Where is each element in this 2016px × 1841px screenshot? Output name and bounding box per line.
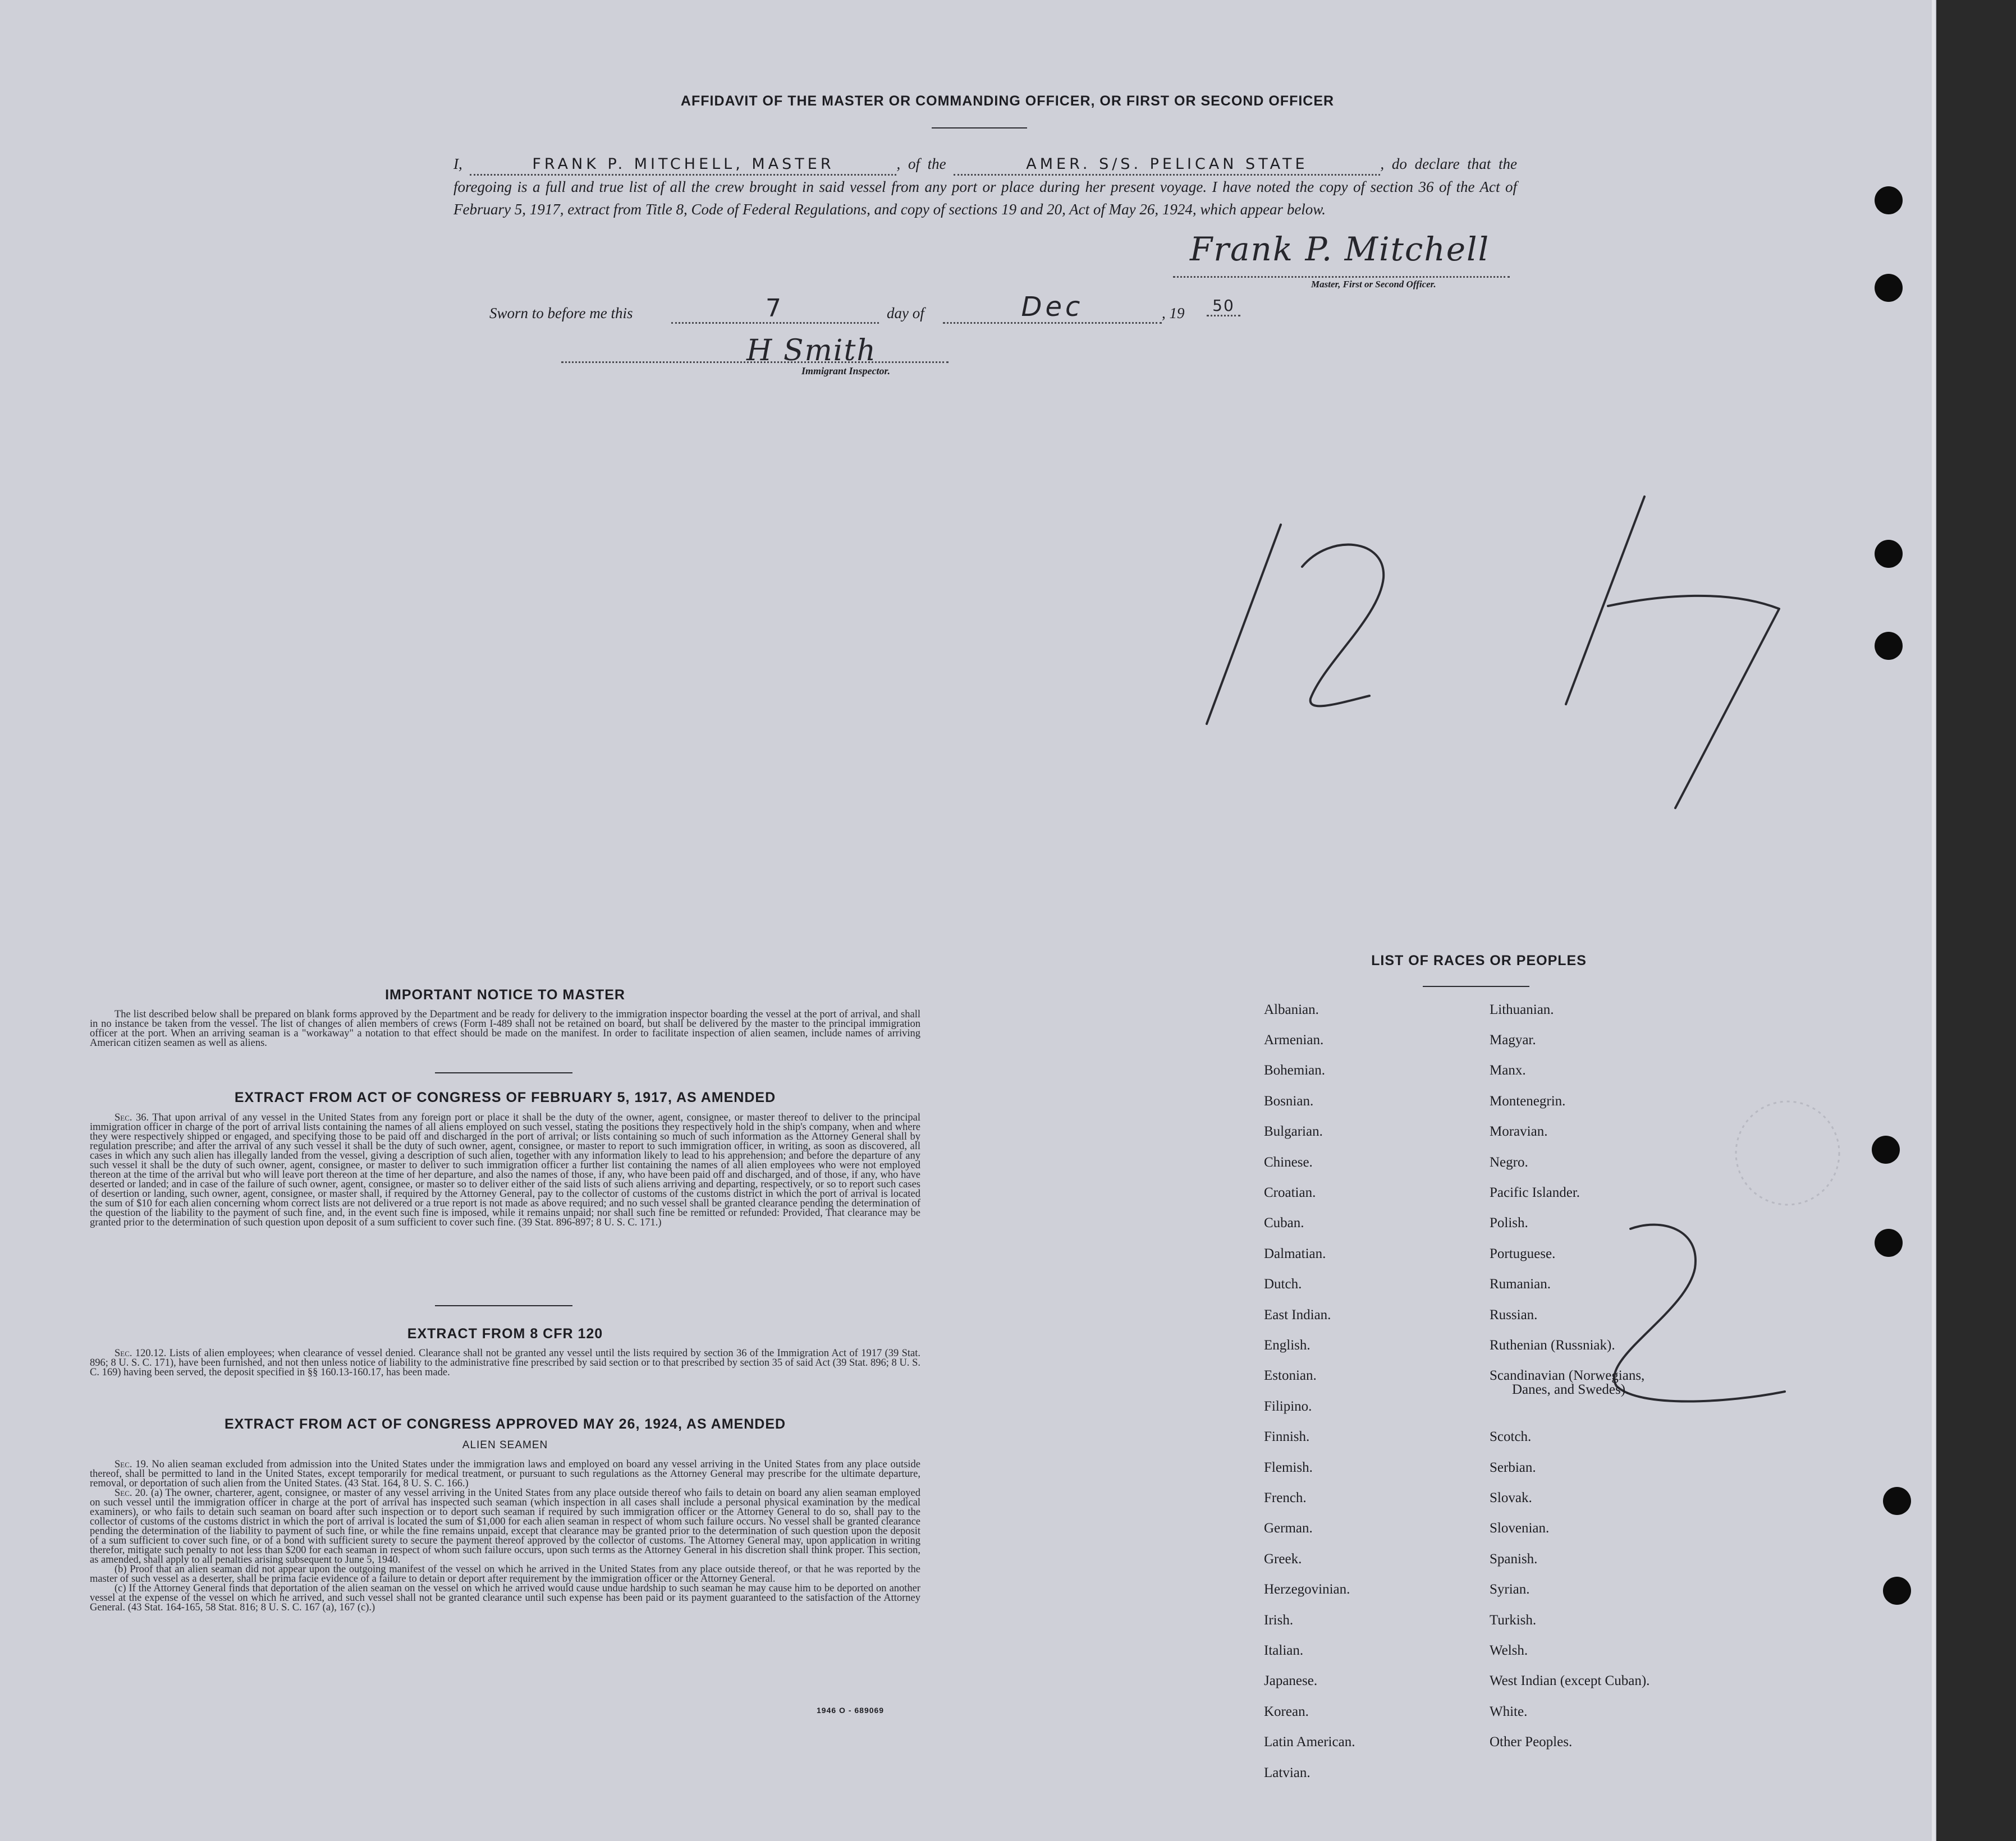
race-item: Estonian. [1264,1368,1317,1383]
race-item: East Indian. [1264,1307,1331,1323]
extract-cfr-title: EXTRACT FROM 8 CFR 120 [407,1326,603,1342]
race-item: Scandinavian (Norwegians, [1490,1368,1645,1383]
race-item: Herzegovinian. [1264,1582,1350,1597]
race-item: Bosnian. [1264,1094,1314,1109]
sec-20-label: Sec. 20. [114,1488,148,1499]
race-item: Japanese. [1264,1673,1318,1688]
punch-hole [1872,1136,1900,1164]
affidavit-title: AFFIDAVIT OF THE MASTER OR COMMANDING OFFICER, OR FIRST OR SECOND OFFICER [680,93,1335,109]
faint-stamp [1736,1101,1839,1205]
race-item: German. [1264,1521,1313,1536]
sworn-day-field: 7 [671,295,879,324]
date-mark [1207,497,1779,808]
declaration-declare: , do declare [1380,155,1460,172]
notice-title: IMPORTANT NOTICE TO MASTER [385,987,625,1003]
race-item: Slovenian. [1490,1521,1550,1536]
race-item: Lithuanian. [1490,1002,1554,1017]
race-item: Armenian. [1264,1032,1324,1048]
race-item: Syrian. [1490,1582,1530,1597]
race-item: Manx. [1490,1063,1526,1078]
notice-body: The list described below shall be prepared on blank forms approved by the Department and be ready for delivery to the immigration inspector boarding the vessel at the port of arrival, and shall in no instance be taken from the vessel. The list of changes of alien members of crews (Form I-489 shall not be retained on board, but shall be delivered by the master to the principal immigration officer at the port. When an arriving seaman is a "workaway" a notation to that effect should be made on the manifest. In order to facilitate inspection of alien seamen, include names of arriving American citizen seamen as well as aliens. [90,1009,920,1049]
extract-1917-section: Sec. 36. [114,1112,149,1123]
punch-hole [1883,1577,1911,1605]
race-item: Filipino. [1264,1399,1312,1414]
race-item: Pacific Islander. [1490,1185,1580,1200]
race-item: Italian. [1264,1643,1304,1658]
extract-1917-text: That upon arrival of any vessel in the United States from any foreign port or place it shall be the duty of the owner, agent, consignee, or master thereof to deliver to the principal immigration officer in charge of the port of arrival lists containing the names of all aliens employed on such vessel, stating the positions they respectively hold in the ship's company, when and where they were respectively shipped or engaged, and specifying those to be paid off and discharged in the port of arrival; or lists containing so much of such information as the Attorney General shall by regulation prescribe; and after the arrival of any such vessel it shall be the duty of such owner, agent, consignee, or master to report to such immigration officer, in writing, as soon as discovered, all cases in which any such alien has illegally landed from the vessel, giving a description of such alien, together with any information likely to lead to his apprehension; and before the departure of any such vessel it shall be the duty of such owner, agent, consignee, or master to deliver to such immigration officer a further list containing the names of all alien employees who were not employed thereon at the time of the arrival but who will leave port thereon at the time of her departure, and also the names of those, if any, who have been paid off and discharged, and of those, if any, who have deserted or landed; and in case of the failure of such owner, agent, consignee, or master so to deliver either of the said lists of such aliens arriving and departing, respectively, or so to report such cases of desertion or landing, such owner, agent, consignee, or master shall, if required by the Attorney General, pay to the collector of customs of the customs district in which the port of arrival is located the sum of $10 for each alien concerning whom correct lists are not delivered or a true report is not made as above required; and no such vessel shall be granted clearance pending the determination of the question of the liability to the payment of such fine, and, in the event such fine is imposed, while it remains unpaid; nor shall such fine be remitted or refunded: Provided, That clearance may be granted prior to the determination of such question upon deposit of a sum sufficient to cover such fine. (39 Stat. 896-897; 8 U. S. C. 171.) [90,1112,920,1228]
race-item: Chinese. [1264,1155,1313,1170]
sec-20a-text: (a) The owner, charterer, agent, consignee, or master of any vessel arriving in the United States from any place outside thereof who fails to detain on board any alien seaman employed on such vessel until the immigration officer in charge at the port of arrival has inspected such seaman (which inspection in all cases shall include a personal physical examination by the medical examiners), or who fails to detain such seaman on board after such inspection or to deport such seaman if required by such immigration officer or the Attorney General to do so, shall pay to the collector of customs of the customs district in which the port of arrival is located the sum of $1,000 for each alien seaman in respect of whom such failure occurs. No vessel shall be granted clearance pending the determination of the liability to payment of such fine, or while the fine remains unpaid, except that clearance may be granted prior to the determination of such question upon the deposit of a sum sufficient to cover such fine, or of a bond with sufficient surety to secure the payment thereof approved by the collector of customs. The Attorney General may, upon application in writing therefor, mitigate such penalty to not less than $200 for each seaman in respect of whom such failure occurs, upon such terms as the Attorney General in his discretion shall think proper. This section, as amended, shall apply to all penalties arising subsequent to June 5, 1940. [90,1488,921,1565]
race-item: Dalmatian. [1264,1246,1326,1261]
extract-1924-body [90,1460,920,1613]
sec-20c-paragraph: (c) If the Attorney General finds that deportation of the alien seaman on the vessel on which he arrived would cause undue hardship to such seaman he may cause him to be deported on another vessel at the expense of the vessel on which he arrived, and such vessel shall not be granted clearance until such expense has been paid or its payment guaranteed to the satisfaction of the Attorney General. (43 Stat. 164-165, 58 Stat. 816; 8 U. S. C. 167 (a), 167 (c).) [90,1583,920,1613]
race-item: Greek. [1264,1551,1302,1567]
punch-hole [1875,274,1903,302]
race-item: Russian. [1490,1307,1538,1323]
race-item: West Indian (except Cuban). [1490,1673,1650,1688]
sworn-year-field: 50 [1207,296,1240,316]
race-item: Bohemian. [1264,1063,1326,1078]
sec-20a-paragraph [90,1489,920,1565]
race-item: Flemish. [1264,1460,1313,1475]
race-item: Serbian. [1490,1460,1536,1475]
race-item: Rumanian. [1490,1277,1551,1292]
races-left-column [1264,1002,1477,1788]
race-item: White. [1490,1704,1528,1719]
race-item: French. [1264,1490,1307,1505]
race-item: Cuban. [1264,1215,1304,1231]
races-divider [1423,986,1529,987]
race-item: Scotch. [1490,1429,1532,1444]
race-item: Croatian. [1264,1185,1316,1200]
race-item: Montenegrin. [1490,1094,1566,1109]
race-item: Welsh. [1490,1643,1528,1658]
sec-20b-paragraph: (b) Proof that an alien seaman did not appear upon the outgoing manifest of the vessel on which he arrived in the United States from any place outside thereof, or that he was reported by the master of such vessel as a deserter, shall be prima facie evidence of a failure to detain or deport after requirement by the immigration officer or the Attorney General. [90,1564,920,1585]
race-item: Ruthenian (Russniak). [1490,1338,1615,1353]
sec-19-label: Sec. 19. [114,1459,149,1470]
race-item: Spanish. [1490,1551,1538,1567]
race-item: Magyar. [1490,1032,1536,1048]
vessel-name-field: AMER. S/S. PELICAN STATE [954,155,1380,176]
day-of-label: day of [887,305,924,322]
declaration-body: that the foregoing is a full and true list of all the crew brought in said vessel from any port or place during her present voyage. I have noted the copy of section 36 of the Act of February 5, 1917, extract from Title 8, Code of Federal Regulations, and copy of sections 19 and 20, Act of May 26, 1924, which appear below. [453,155,1518,218]
master-name-field: FRANK P. MITCHELL, MASTER [470,155,896,176]
sec-19-text: No alien seaman excluded from admission into the United States under the immigration laws and employed on board any vessel arriving in the United States from any place outside thereof, shall be permitted to land in the United States, except temporarily for medical treatment, or pursuant to such regulations as the Attorney General may prescribe for the ultimate departure, removal, or deportation of such alien from the United States. (43 Stat. 164, 8 U. S. C. 166.) [90,1459,921,1489]
race-item: Bulgarian. [1264,1124,1323,1139]
race-item: Korean. [1264,1704,1309,1719]
punch-hole [1875,186,1903,214]
race-item: Finnish. [1264,1429,1310,1444]
extract-cfr-text: Lists of alien employees; when clearance of vessel denied. Clearance shall not be granted any vessel until the lists required by section 36 of the Immigration Act of 1917 (39 Stat. 896; 8 U. S. C. 171), have been furnished, and not then unless notice of liability to the administrative fine prescribed by said section or to that prescribed by section 35 of said Act (39 Stat. 896; 8 U. S. C. 169) having been served, the deposit specified in §§ 160.13-160.17, has been made. [90,1348,920,1378]
extract-cfr-section: Sec. 120.12. [114,1348,167,1359]
extract-1917-title: EXTRACT FROM ACT OF CONGRESS OF FEBRUARY 5, 1917, AS AMENDED [234,1090,776,1105]
extract-cfr-body [90,1349,920,1378]
sworn-label: Sworn to before me this [489,305,633,322]
race-item: Dutch. [1264,1277,1302,1292]
race-item: Turkish. [1490,1613,1537,1628]
race-item: Other Peoples. [1490,1734,1573,1750]
race-item: Latin American. [1264,1734,1355,1750]
extract-1917-divider [435,1305,572,1306]
race-item: Polish. [1490,1215,1528,1231]
declaration-i: I, [453,155,462,172]
punch-hole [1875,540,1903,568]
races-title: LIST OF RACES OR PEOPLES [1371,953,1587,968]
race-item: English. [1264,1338,1311,1353]
inspector-caption: Immigrant Inspector. [801,365,891,377]
race-item: Portuguese. [1490,1246,1556,1261]
extract-1924-subtitle: ALIEN SEAMEN [462,1439,548,1451]
punch-hole [1883,1487,1911,1515]
race-item: Negro. [1490,1155,1528,1170]
declaration-of-the: , of the [896,155,946,172]
punch-hole [1875,632,1903,660]
race-item: Albanian. [1264,1002,1319,1017]
race-item: Moravian. [1490,1124,1548,1139]
signature-caption: Master, First or Second Officer. [1311,279,1436,290]
master-signature: Frank P. Mitchell [1190,230,1490,268]
race-item: Latvian. [1264,1765,1311,1780]
race-item: Danes, and Swedes). [1512,1382,1629,1397]
notice-divider [435,1072,572,1073]
extract-1917-body [90,1113,920,1228]
races-right-column [1490,1002,1748,1788]
race-item: Slovak. [1490,1490,1532,1505]
inspector-signature: H Smith [746,334,877,368]
sworn-month-field: Dec [943,292,1162,324]
print-code: 1946 O - 689069 [817,1706,885,1715]
punch-hole [1875,1229,1903,1257]
race-item: Irish. [1264,1613,1294,1628]
sec-19-paragraph [90,1460,920,1489]
year-prefix: , 19 [1162,305,1185,322]
extract-1924-title: EXTRACT FROM ACT OF CONGRESS APPROVED MAY 26, 1924, AS AMENDED [224,1416,786,1432]
